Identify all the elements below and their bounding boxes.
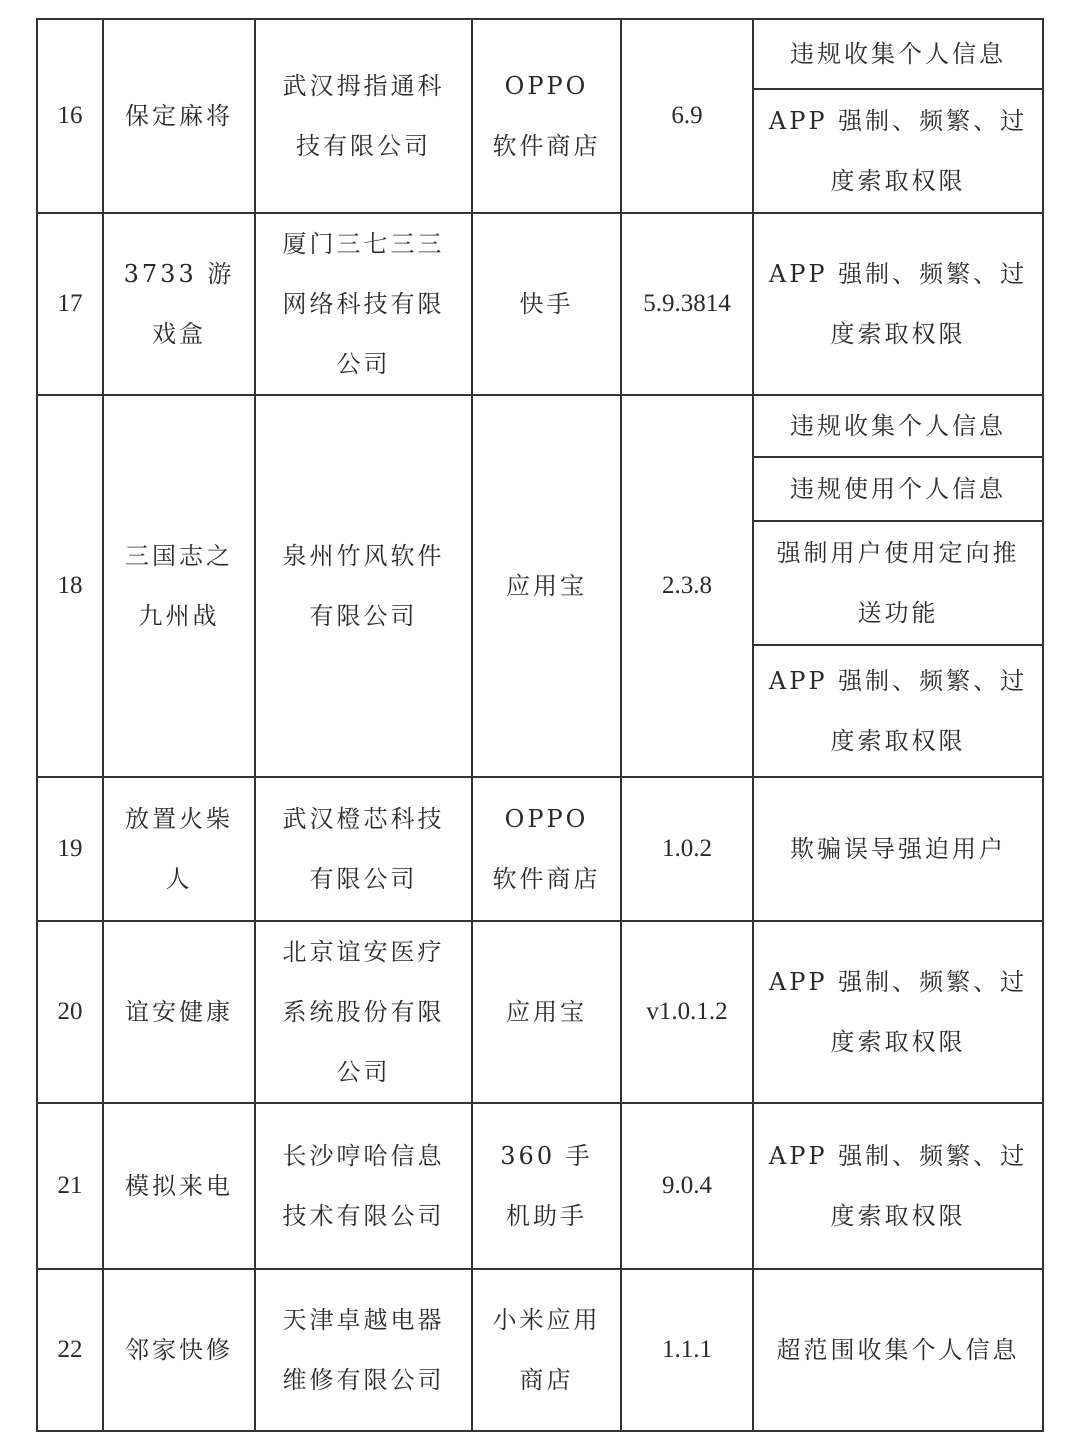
app-version: 1.1.1	[621, 1269, 753, 1431]
company-name: 武汉拇指通科技有限公司	[255, 19, 472, 213]
app-name: 模拟来电	[103, 1103, 255, 1269]
app-name: 谊安健康	[103, 921, 255, 1103]
company-name: 北京谊安医疗系统股份有限公司	[255, 921, 472, 1103]
app-name: 放置火柴人	[103, 777, 255, 921]
row-number: 19	[37, 777, 103, 921]
app-store: 快手	[472, 213, 621, 395]
issue-cell: 欺骗误导强迫用户	[753, 777, 1043, 921]
company-name: 厦门三七三三网络科技有限公司	[255, 213, 472, 395]
app-violation-table-wrapper	[36, 18, 1042, 1432]
table-row	[37, 395, 1043, 457]
app-store: 360 手机助手	[472, 1103, 621, 1269]
issue-cell: 违规使用个人信息	[753, 457, 1043, 521]
app-version: 9.0.4	[621, 1103, 753, 1269]
issue-cell: APP 强制、频繁、过度索取权限	[753, 213, 1043, 395]
table-row	[37, 213, 1043, 395]
issue-cell: APP 强制、频繁、过度索取权限	[753, 921, 1043, 1103]
table-row	[37, 19, 1043, 89]
row-number: 18	[37, 395, 103, 777]
table-row	[37, 1103, 1043, 1269]
app-store: OPPO 软件商店	[472, 19, 621, 213]
issue-cell: APP 强制、频繁、过度索取权限	[753, 89, 1043, 213]
table-row	[37, 921, 1043, 1103]
app-version: 1.0.2	[621, 777, 753, 921]
issue-cell: 违规收集个人信息	[753, 19, 1043, 89]
app-version: v1.0.1.2	[621, 921, 753, 1103]
row-number: 20	[37, 921, 103, 1103]
row-number: 16	[37, 19, 103, 213]
app-name: 邻家快修	[103, 1269, 255, 1431]
app-version: 6.9	[621, 19, 753, 213]
company-name: 武汉橙芯科技有限公司	[255, 777, 472, 921]
app-store: 应用宝	[472, 921, 621, 1103]
row-number: 21	[37, 1103, 103, 1269]
issue-cell: 强制用户使用定向推送功能	[753, 521, 1043, 645]
company-name: 长沙哼哈信息技术有限公司	[255, 1103, 472, 1269]
issue-cell: APP 强制、频繁、过度索取权限	[753, 645, 1043, 777]
app-version: 2.3.8	[621, 395, 753, 777]
row-number: 17	[37, 213, 103, 395]
row-number: 22	[37, 1269, 103, 1431]
table-row	[37, 777, 1043, 921]
app-name: 保定麻将	[103, 19, 255, 213]
app-store: 应用宝	[472, 395, 621, 777]
app-version: 5.9.3814	[621, 213, 753, 395]
issue-cell: APP 强制、频繁、过度索取权限	[753, 1103, 1043, 1269]
app-store: OPPO 软件商店	[472, 777, 621, 921]
app-store: 小米应用商店	[472, 1269, 621, 1431]
app-name: 3733 游戏盒	[103, 213, 255, 395]
issue-cell: 超范围收集个人信息	[753, 1269, 1043, 1431]
app-name: 三国志之九州战	[103, 395, 255, 777]
company-name: 天津卓越电器维修有限公司	[255, 1269, 472, 1431]
company-name: 泉州竹风软件有限公司	[255, 395, 472, 777]
issue-cell: 违规收集个人信息	[753, 395, 1043, 457]
table-row	[37, 1269, 1043, 1431]
app-violation-table	[36, 18, 1044, 1432]
